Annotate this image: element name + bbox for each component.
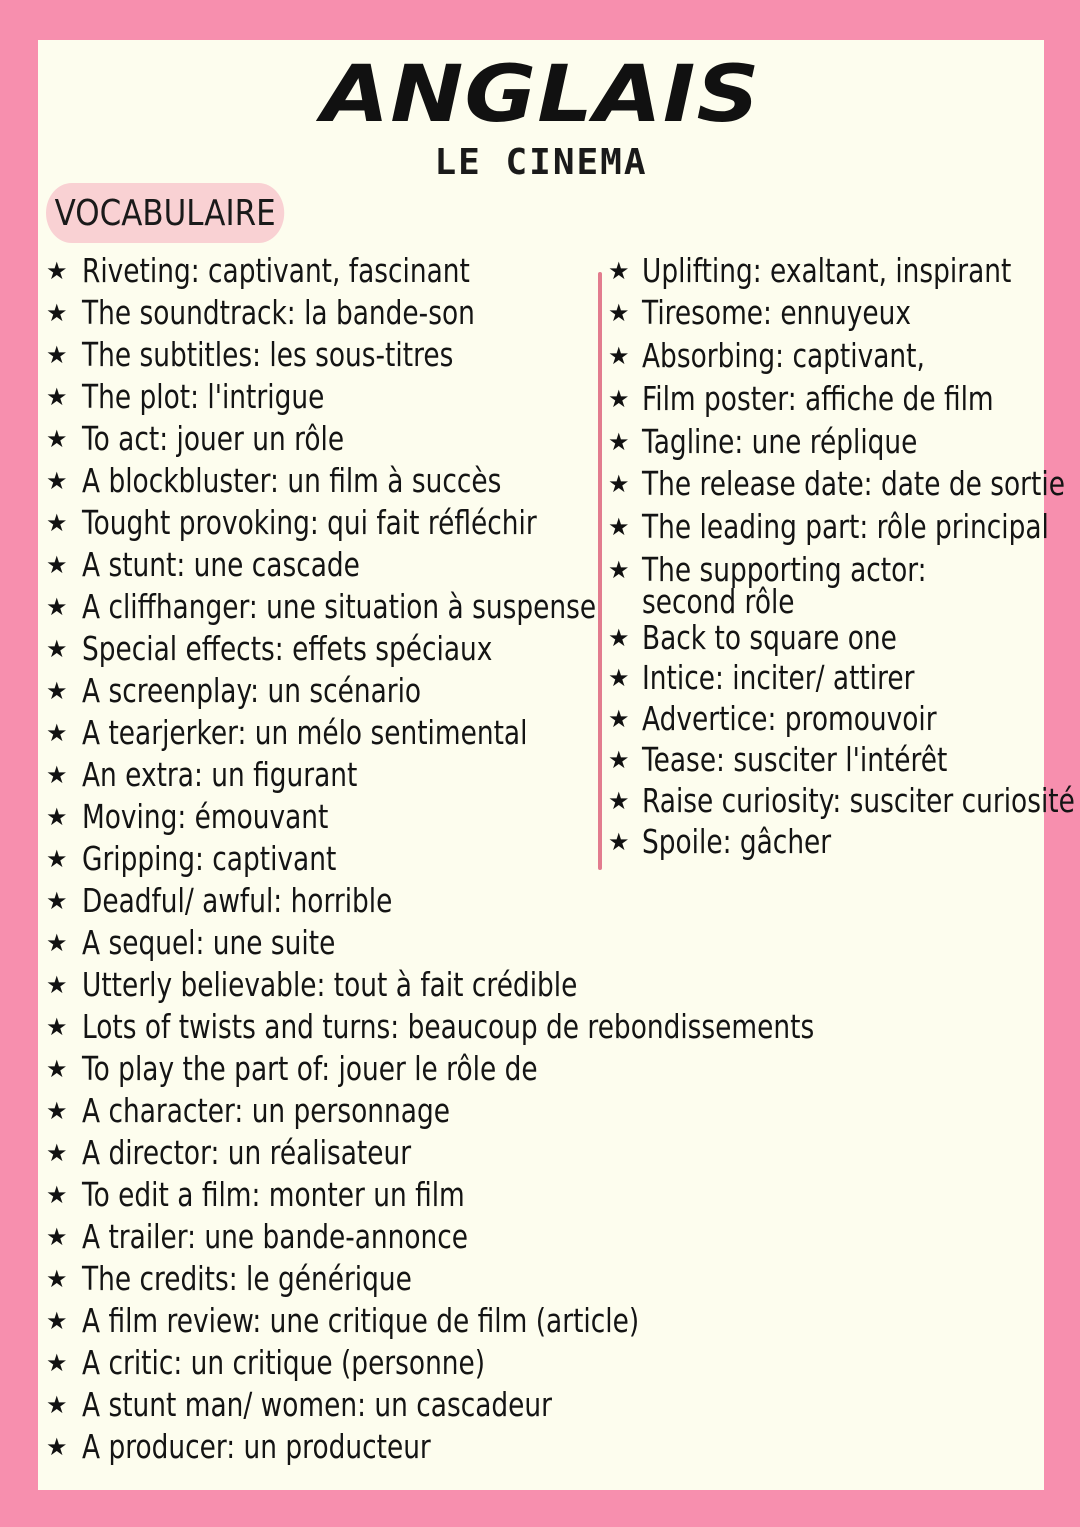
vocab-item-text: To play the part of: jouer le rôle de <box>82 1049 538 1088</box>
vocab-item-text: The soundtrack: la bande-son <box>82 293 475 332</box>
star-icon: ★ <box>608 342 630 370</box>
vocab-item-text: An extra: un figurant <box>82 755 358 794</box>
star-icon: ★ <box>46 551 68 579</box>
vocab-item-text: Special effects: effets spéciaux <box>82 629 493 668</box>
vocab-item <box>606 463 1065 506</box>
vocab-item-text: Raise curiosity: susciter curiosité <box>642 781 1075 820</box>
star-icon: ★ <box>608 470 630 498</box>
vocab-item <box>44 1006 815 1048</box>
star-icon: ★ <box>46 299 68 327</box>
star-icon: ★ <box>46 719 68 747</box>
vocab-item-text: Tease: susciter l'intérêt <box>642 740 948 779</box>
vocab-item <box>606 657 1046 698</box>
star-icon: ★ <box>46 803 68 831</box>
star-icon: ★ <box>46 1223 68 1251</box>
vocab-item-text: To edit a film: monter un film <box>82 1175 465 1214</box>
vocab-item <box>606 250 1046 292</box>
star-icon: ★ <box>46 1307 68 1335</box>
vocab-sheet <box>38 40 1075 1490</box>
vocab-item-text: A critic: un critique (personne) <box>82 1343 486 1382</box>
vocab-item-text: Deadful/ awful: horrible <box>82 881 393 920</box>
vocab-item <box>44 1174 804 1216</box>
star-icon: ★ <box>46 1139 68 1167</box>
star-icon: ★ <box>46 341 68 369</box>
vocab-item <box>606 292 1046 335</box>
vocab-item <box>606 506 1049 549</box>
vocab-item-text: A trailer: une bande-annonce <box>82 1217 468 1256</box>
vocab-item <box>606 378 1046 421</box>
vocab-item <box>44 1048 804 1090</box>
vocab-item-text: Film poster: affiche de film <box>642 379 994 418</box>
star-icon: ★ <box>46 1349 68 1377</box>
vocab-item-text: Advertice: promouvoir <box>642 699 937 738</box>
vocab-item-text: Uplifting: exaltant, inspirant <box>642 251 1012 290</box>
vocab-item <box>44 1426 804 1468</box>
vocab-item-text: Tagline: une réplique <box>642 422 918 461</box>
star-icon: ★ <box>46 1391 68 1419</box>
star-icon: ★ <box>46 1097 68 1125</box>
page-title: ANGLAIS <box>321 50 761 140</box>
vocab-item <box>606 821 1046 862</box>
star-icon: ★ <box>46 1013 68 1041</box>
star-icon: ★ <box>46 1181 68 1209</box>
vocab-item-text: A blockbluster: un film à succès <box>82 461 502 500</box>
vocab-item-text: Back to square one <box>642 618 897 657</box>
star-icon: ★ <box>46 509 68 537</box>
vocab-item <box>44 964 804 1006</box>
star-icon: ★ <box>608 556 630 584</box>
star-icon: ★ <box>608 513 630 541</box>
vocab-item <box>44 1384 804 1426</box>
vocab-item-text: A sequel: une suite <box>82 923 336 962</box>
vocab-item <box>44 1216 804 1258</box>
column-divider <box>598 272 602 870</box>
star-icon: ★ <box>608 624 630 652</box>
star-icon: ★ <box>46 845 68 873</box>
vocab-item-text: Absorbing: captivant, <box>642 336 925 375</box>
star-icon: ★ <box>46 635 68 663</box>
vocab-item-text: Tought provoking: qui fait réfléchir <box>82 503 537 542</box>
star-icon: ★ <box>46 257 68 285</box>
vocab-item-text: The supporting actor: second rôle <box>642 550 927 621</box>
star-icon: ★ <box>46 1265 68 1293</box>
vocab-item-text: Gripping: captivant <box>82 839 337 878</box>
vocab-item-text: A character: un personnage <box>82 1091 450 1130</box>
star-icon: ★ <box>608 664 630 692</box>
vocab-item <box>606 698 1046 739</box>
star-icon: ★ <box>46 467 68 495</box>
vocab-item <box>606 549 1046 621</box>
vocab-item <box>606 617 1046 657</box>
star-icon: ★ <box>608 828 630 856</box>
vocab-item <box>44 1300 804 1342</box>
star-icon: ★ <box>46 677 68 705</box>
vocab-item-text: Intice: inciter/ attirer <box>642 658 915 697</box>
section-label: VOCABULAIRE <box>46 183 284 243</box>
star-icon: ★ <box>46 971 68 999</box>
vocab-item <box>44 1342 804 1384</box>
vocab-item <box>44 922 804 964</box>
star-icon: ★ <box>46 383 68 411</box>
vocab-item <box>606 421 1046 463</box>
vocab-item-text: The subtitles: les sous-titres <box>82 335 454 374</box>
vocab-item-text: Tiresome: ennuyeux <box>642 293 911 332</box>
star-icon: ★ <box>608 257 630 285</box>
vocab-item <box>606 739 1046 780</box>
star-icon: ★ <box>46 1433 68 1461</box>
star-icon: ★ <box>608 705 630 733</box>
vocab-item-text: A stunt: une cascade <box>82 545 360 584</box>
vocab-item <box>44 880 804 922</box>
vocab-item-text: A director: un réalisateur <box>82 1133 412 1172</box>
vocab-item <box>44 1090 804 1132</box>
star-icon: ★ <box>608 299 630 327</box>
vocab-item-text: The release date: date de sortie <box>642 464 1065 503</box>
star-icon: ★ <box>608 746 630 774</box>
vocab-item-text: Lots of twists and turns: beaucoup de rebondissements <box>82 1007 815 1046</box>
vocab-item-text: The plot: l'intrigue <box>82 377 325 416</box>
vocab-item <box>44 1258 804 1300</box>
vocab-item-text: Utterly believable: tout à fait crédible <box>82 965 578 1004</box>
star-icon: ★ <box>46 425 68 453</box>
vocab-item-text: The leading part: rôle principal <box>642 507 1049 546</box>
vocab-item-text: To act: jouer un rôle <box>82 419 345 458</box>
vocab-item <box>44 1132 804 1174</box>
vocab-item-text: A cliffhanger: une situation à suspense <box>82 587 597 626</box>
vocab-item <box>606 780 1075 821</box>
star-icon: ★ <box>46 929 68 957</box>
star-icon: ★ <box>608 787 630 815</box>
vocab-item-text: Spoile: gâcher <box>642 822 832 861</box>
vocab-item-text: A film review: une critique de film (article) <box>82 1301 640 1340</box>
star-icon: ★ <box>46 887 68 915</box>
vocab-item-text: A producer: un producteur <box>82 1427 431 1466</box>
star-icon: ★ <box>608 385 630 413</box>
vocab-item-text: A stunt man/ women: un cascadeur <box>82 1385 552 1424</box>
star-icon: ★ <box>46 1055 68 1083</box>
star-icon: ★ <box>608 428 630 456</box>
vocab-item <box>606 335 1046 378</box>
vocab-item-text: A tearjerker: un mélo sentimental <box>82 713 528 752</box>
vocab-item-text: A screenplay: un scénario <box>82 671 422 710</box>
vocab-item-text: Riveting: captivant, fascinant <box>82 251 470 290</box>
star-icon: ★ <box>46 761 68 789</box>
star-icon: ★ <box>46 593 68 621</box>
page-subtitle: LE CINEMA <box>434 142 648 183</box>
vocab-list-right <box>606 250 1075 862</box>
vocab-item-text: Moving: émouvant <box>82 797 329 836</box>
vocab-item-text: The credits: le générique <box>82 1259 412 1298</box>
